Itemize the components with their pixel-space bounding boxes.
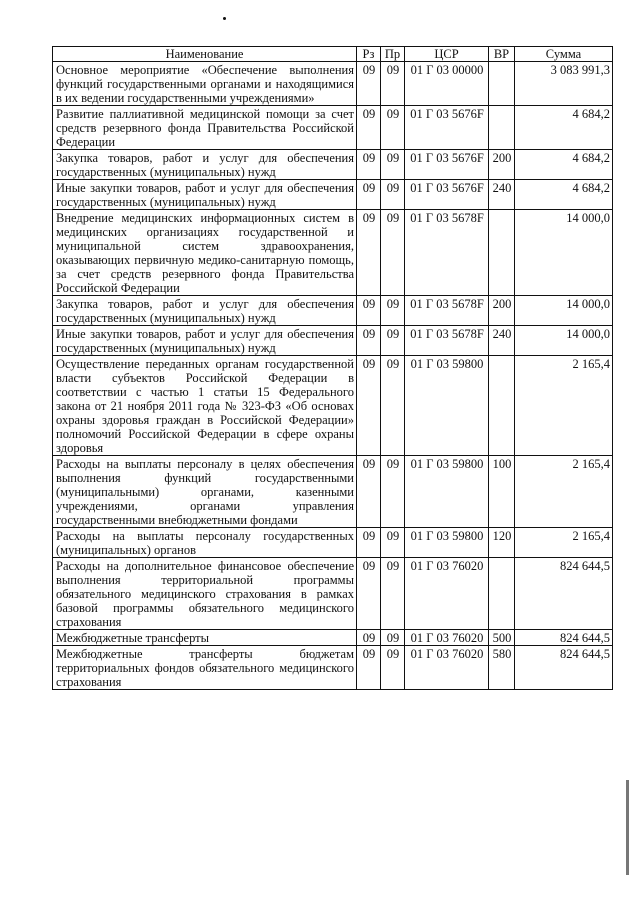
row-pr: 09 bbox=[381, 150, 405, 180]
row-vr bbox=[489, 356, 515, 456]
table-row bbox=[53, 296, 613, 326]
row-csr: 01 Г 03 59800 bbox=[405, 356, 489, 456]
row-rz: 09 bbox=[357, 150, 381, 180]
header-csr: ЦСР bbox=[405, 47, 489, 62]
row-pr: 09 bbox=[381, 106, 405, 150]
row-csr: 01 Г 03 59800 bbox=[405, 528, 489, 558]
table-row bbox=[53, 356, 613, 456]
row-rz: 09 bbox=[357, 528, 381, 558]
row-rz: 09 bbox=[357, 106, 381, 150]
row-csr: 01 Г 03 00000 bbox=[405, 62, 489, 106]
table-row bbox=[53, 558, 613, 630]
row-vr: 240 bbox=[489, 180, 515, 210]
row-sum: 14 000,0 bbox=[515, 210, 613, 296]
row-name: Расходы на выплаты персоналу в целях обеспечения выполнения функций государственными (муниципальными) органами, казенными учреждениями, органами управления государственными внебюджетными фондами bbox=[53, 456, 357, 528]
row-pr: 09 bbox=[381, 326, 405, 356]
row-pr: 09 bbox=[381, 296, 405, 326]
row-csr: 01 Г 03 5678F bbox=[405, 296, 489, 326]
row-rz: 09 bbox=[357, 62, 381, 106]
row-sum: 3 083 991,3 bbox=[515, 62, 613, 106]
row-sum: 14 000,0 bbox=[515, 296, 613, 326]
header-vr: ВР bbox=[489, 47, 515, 62]
row-rz: 09 bbox=[357, 356, 381, 456]
row-vr: 100 bbox=[489, 456, 515, 528]
table-row bbox=[53, 210, 613, 296]
row-pr: 09 bbox=[381, 456, 405, 528]
table-row bbox=[53, 630, 613, 646]
table-header-row bbox=[53, 47, 613, 62]
row-vr: 200 bbox=[489, 296, 515, 326]
row-vr bbox=[489, 558, 515, 630]
row-name: Расходы на дополнительное финансовое обеспечение выполнения территориальной программы обязательного медицинского страхования в рамках базовой программы обязательного медицинского страхования bbox=[53, 558, 357, 630]
row-name: Расходы на выплаты персоналу государственных (муниципальных) органов bbox=[53, 528, 357, 558]
row-sum: 4 684,2 bbox=[515, 180, 613, 210]
row-sum: 2 165,4 bbox=[515, 456, 613, 528]
row-sum: 824 644,5 bbox=[515, 646, 613, 690]
row-pr: 09 bbox=[381, 558, 405, 630]
table-row bbox=[53, 180, 613, 210]
row-vr: 240 bbox=[489, 326, 515, 356]
row-csr: 01 Г 03 5676F bbox=[405, 180, 489, 210]
row-rz: 09 bbox=[357, 296, 381, 326]
row-vr: 500 bbox=[489, 630, 515, 646]
row-csr: 01 Г 03 76020 bbox=[405, 646, 489, 690]
table-row bbox=[53, 646, 613, 690]
row-rz: 09 bbox=[357, 180, 381, 210]
row-vr: 120 bbox=[489, 528, 515, 558]
row-csr: 01 Г 03 76020 bbox=[405, 558, 489, 630]
row-pr: 09 bbox=[381, 630, 405, 646]
row-pr: 09 bbox=[381, 210, 405, 296]
table-row bbox=[53, 62, 613, 106]
row-name: Иные закупки товаров, работ и услуг для обеспечения государственных (муниципальных) нужд bbox=[53, 180, 357, 210]
page-mark-dot bbox=[223, 17, 226, 20]
table-row bbox=[53, 528, 613, 558]
table-row bbox=[53, 456, 613, 528]
row-vr: 200 bbox=[489, 150, 515, 180]
row-rz: 09 bbox=[357, 558, 381, 630]
row-sum: 824 644,5 bbox=[515, 630, 613, 646]
row-pr: 09 bbox=[381, 180, 405, 210]
row-rz: 09 bbox=[357, 630, 381, 646]
row-name: Внедрение медицинских информационных систем в медицинских организациях государственной и муниципальной систем здравоохранения, оказывающих первичную медико-санитарную помощь, за счет средств резервного фонда Правительства Российской Федерации bbox=[53, 210, 357, 296]
row-vr bbox=[489, 62, 515, 106]
row-sum: 4 684,2 bbox=[515, 106, 613, 150]
row-pr: 09 bbox=[381, 528, 405, 558]
row-sum: 4 684,2 bbox=[515, 150, 613, 180]
row-name: Закупка товаров, работ и услуг для обеспечения государственных (муниципальных) нужд bbox=[53, 150, 357, 180]
row-sum: 824 644,5 bbox=[515, 558, 613, 630]
header-pr: Пр bbox=[381, 47, 405, 62]
row-name: Развитие паллиативной медицинской помощи за счет средств резервного фонда Правительства Российской Федерации bbox=[53, 106, 357, 150]
row-pr: 09 bbox=[381, 646, 405, 690]
row-csr: 01 Г 03 5678F bbox=[405, 210, 489, 296]
row-sum: 2 165,4 bbox=[515, 356, 613, 456]
table-row bbox=[53, 150, 613, 180]
header-name: Наименование bbox=[53, 47, 357, 62]
row-sum: 14 000,0 bbox=[515, 326, 613, 356]
table-row bbox=[53, 326, 613, 356]
row-name: Межбюджетные трансферты бюджетам территориальных фондов обязательного медицинского страхования bbox=[53, 646, 357, 690]
budget-table bbox=[52, 46, 613, 690]
row-vr: 580 bbox=[489, 646, 515, 690]
row-pr: 09 bbox=[381, 356, 405, 456]
row-pr: 09 bbox=[381, 62, 405, 106]
row-name: Межбюджетные трансферты bbox=[53, 630, 357, 646]
row-rz: 09 bbox=[357, 326, 381, 356]
row-sum: 2 165,4 bbox=[515, 528, 613, 558]
header-sum: Сумма bbox=[515, 47, 613, 62]
row-csr: 01 Г 03 5676F bbox=[405, 106, 489, 150]
row-csr: 01 Г 03 59800 bbox=[405, 456, 489, 528]
row-vr bbox=[489, 210, 515, 296]
page-edge-mark bbox=[626, 780, 629, 875]
table-row bbox=[53, 106, 613, 150]
row-vr bbox=[489, 106, 515, 150]
row-csr: 01 Г 03 5678F bbox=[405, 326, 489, 356]
row-name: Осуществление переданных органам государственной власти субъектов Российской Федерации в соответствии с частью 1 статьи 15 Федерального закона от 21 ноября 2011 года № 323-ФЗ «Об основах охраны здоровья граждан в Российской Федерации» полномочий Российской Федерации в сфере охраны здоровья bbox=[53, 356, 357, 456]
row-name: Иные закупки товаров, работ и услуг для обеспечения государственных (муниципальных) нужд bbox=[53, 326, 357, 356]
header-rz: Рз bbox=[357, 47, 381, 62]
row-name: Закупка товаров, работ и услуг для обеспечения государственных (муниципальных) нужд bbox=[53, 296, 357, 326]
row-rz: 09 bbox=[357, 456, 381, 528]
row-csr: 01 Г 03 5676F bbox=[405, 150, 489, 180]
row-csr: 01 Г 03 76020 bbox=[405, 630, 489, 646]
row-name: Основное мероприятие «Обеспечение выполнения функций государственными органами и находящимися в их ведении государственными учреждениями» bbox=[53, 62, 357, 106]
row-rz: 09 bbox=[357, 210, 381, 296]
row-rz: 09 bbox=[357, 646, 381, 690]
